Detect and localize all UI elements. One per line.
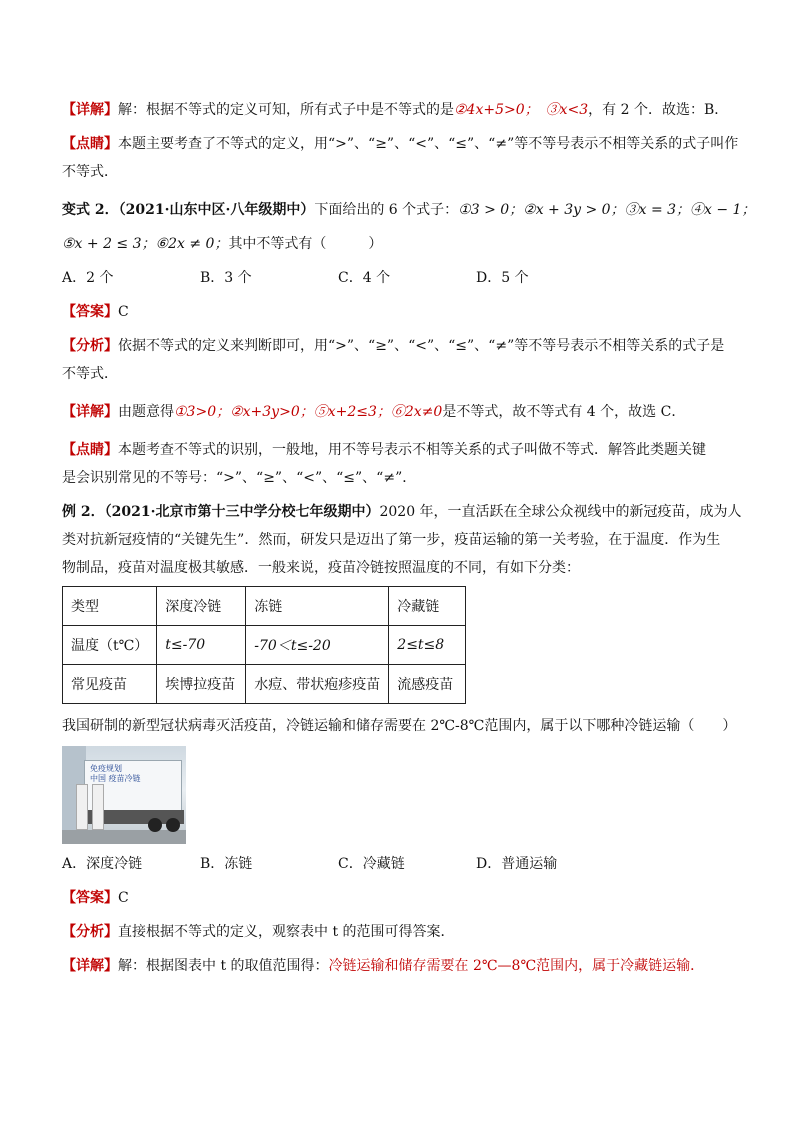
table-cell: 水痘、带状疱疹疫苗 <box>246 665 389 704</box>
table-cell: 深度冷链 <box>157 587 246 626</box>
detail-text: 解：根据不等式的定义可知，所有式子中是不等式的是 <box>118 102 454 118</box>
variant-2-detail <box>62 398 732 426</box>
worker-figure <box>92 784 104 830</box>
example-2-label: 例 2． <box>62 504 105 520</box>
detail-tag: 【详解】 <box>62 102 118 118</box>
option-c: C．冷藏链 <box>338 856 405 872</box>
table-cell: 埃博拉疫苗 <box>157 665 246 704</box>
point-tag: 【点睛】 <box>62 136 118 152</box>
worker-figure <box>76 784 88 830</box>
point-line <box>62 130 739 158</box>
detail-tag: 【详解】 <box>62 958 118 974</box>
variant-2-analysis <box>62 332 732 360</box>
option-d: D．5 个 <box>476 270 529 286</box>
detail-conclusion: 是不等式，故不等式有 4 个，故选 C． <box>442 404 686 420</box>
variant-2-source: （2021·山东中区·八年级期中） <box>118 202 315 218</box>
answer-tag: 【答案】 <box>62 304 118 320</box>
example-2-detail <box>62 952 732 980</box>
table-cell: 类型 <box>63 587 157 626</box>
vaccine-truck-photo <box>62 746 186 844</box>
variant-2-point-continued: 是会识别常见的不等号：“>”、“≥”、“<”、“≤”、“≠”． <box>62 470 417 486</box>
detail-conclusion: ，有 2 个．故选：B． <box>588 102 729 118</box>
expression-4: ④x − 1； <box>690 202 756 218</box>
table-cell: 温度（t℃） <box>63 626 157 665</box>
table-cell: 冷藏链 <box>389 587 466 626</box>
example-2-analysis <box>62 918 732 946</box>
variant-2-point <box>62 436 732 464</box>
example-2-line-2: 类对抗新冠疫情的“关键先生”．然而，研发只是迈出了第一步，疫苗运输的第一关考验，在于温度．作为生 <box>62 532 721 548</box>
table-row <box>63 587 466 626</box>
variant-2-stem <box>62 196 756 224</box>
answer-tag: 【答案】 <box>62 890 118 906</box>
example-2-line-3: 物制品，疫苗对温度极其敏感．一般来说，疫苗冷链按照温度的不同，有如下分类： <box>62 560 580 576</box>
document-page <box>62 96 756 980</box>
expression-3: ③x = 3； <box>624 202 691 218</box>
option-b: B．3 个 <box>200 270 252 286</box>
answer-value: C <box>118 304 129 320</box>
table-row <box>63 665 466 704</box>
variant-2-stem-text: 下面给出的 6 个式子： <box>314 202 459 218</box>
option-d: D．普通运输 <box>476 856 558 872</box>
expression-6: ⑥2x ≠ 0； <box>155 236 229 252</box>
table-cell: 2≤t≤8 <box>389 626 466 665</box>
variant-2-label: 变式 2． <box>62 202 119 218</box>
table-cell: 常见疫苗 <box>63 665 157 704</box>
variant-2-answer <box>62 298 732 326</box>
analysis-text: 直接根据不等式的定义，观察表中 t 的范围可得答案． <box>118 924 455 940</box>
truck-wheel <box>166 818 180 832</box>
analysis-text: 依据不等式的定义来判断即可，用“>”、“≥”、“<”、“≤”、“≠”等不等号表示不相等关系的式子是 <box>118 338 725 354</box>
truck-wheel <box>148 818 162 832</box>
table-cell: t≤-70 <box>157 626 246 665</box>
expression-2: ②x + 3y > 0； <box>523 202 625 218</box>
example-2-options <box>62 850 732 878</box>
expression-1: ①3 > 0； <box>458 202 524 218</box>
detail-conclusion: 冷链运输和储存需要在 2℃—8℃范围内，属于冷藏链运输． <box>328 958 705 974</box>
variant-2-analysis-continued: 不等式． <box>62 366 118 382</box>
point-line-continued: 不等式． <box>62 164 118 180</box>
example-2-answer <box>62 884 732 912</box>
example-2-stem <box>62 498 742 526</box>
detail-text: 由题意得 <box>118 404 174 420</box>
analysis-tag: 【分析】 <box>62 338 118 354</box>
table-cell: 冻链 <box>246 587 389 626</box>
ground-shape <box>62 830 186 844</box>
option-a: A．2 个 <box>62 270 114 286</box>
option-a: A．深度冷链 <box>62 856 143 872</box>
truck-lettering: 免疫规划 中国 疫苗冷链 <box>90 764 141 783</box>
option-c: C．4 个 <box>338 270 391 286</box>
option-b: B．冻链 <box>200 856 253 872</box>
answer-value: C <box>118 890 129 906</box>
point-text: 本题主要考查了不等式的定义，用“>”、“≥”、“<”、“≤”、“≠”等不等号表示不相等关系的式子叫作 <box>118 136 739 152</box>
example-2-question: 我国研制的新型冠状病毒灭活疫苗，冷链运输和储存需要在 2℃-8℃范围内，属于以下哪种冷链运输（ ） <box>62 718 737 734</box>
expression-5: ⑤x + 2 ≤ 3； <box>62 236 156 252</box>
variant-2-options <box>62 264 732 292</box>
point-tag: 【点睛】 <box>62 442 118 458</box>
table-cell: -70＜t≤-20 <box>246 626 389 665</box>
detail-line <box>62 96 732 124</box>
variant-2-stem-continued <box>62 230 732 258</box>
detail-inequalities: ②4x+5>0； ③x<3 <box>454 102 589 118</box>
analysis-tag: 【分析】 <box>62 924 118 940</box>
example-2-text: 2020 年，一直活跃在全球公众视线中的新冠疫苗，成为人 <box>379 504 742 520</box>
table-row <box>63 626 466 665</box>
detail-inequalities: ①3>0；②x+3y>0；⑤x+2≤3；⑥2x≠0 <box>174 404 443 420</box>
detail-text: 解：根据图表中 t 的取值范围得： <box>118 958 329 974</box>
detail-tag: 【详解】 <box>62 404 118 420</box>
point-text: 本题考查不等式的识别，一般地，用不等号表示不相等关系的式子叫做不等式．解答此类题关键 <box>118 442 706 458</box>
cold-chain-table <box>62 586 466 704</box>
table-cell: 流感疫苗 <box>389 665 466 704</box>
variant-2-question: 其中不等式有（ ） <box>228 236 383 252</box>
example-2-source: （2021·北京市第十三中学分校七年级期中） <box>104 504 380 520</box>
